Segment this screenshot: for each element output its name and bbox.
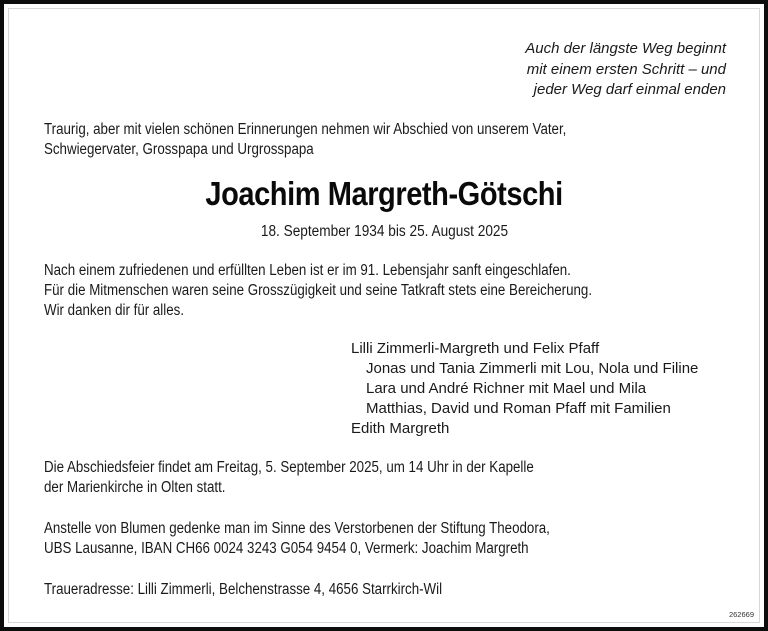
motto-line: mit einem ersten Schritt – und — [526, 60, 726, 78]
deceased-name-text: Joachim Margreth-Götschi — [205, 175, 563, 212]
motto-quote — [525, 39, 726, 101]
mourner-entry: Edith Margreth — [351, 420, 450, 437]
mourner-entry: Matthias, David und Roman Pfaff mit Familien — [366, 400, 671, 417]
intro-line: Traurig, aber mit vielen schönen Erinnerungen nehmen wir Abschied von unserem Vater, — [44, 121, 567, 138]
mourner-entry: Lilli Zimmerli-Margreth und Felix Pfaff — [351, 340, 600, 357]
mourner-entry: Jonas und Tania Zimmerli mit Lou, Nola und Filine — [366, 360, 699, 377]
mourners-list — [351, 339, 698, 439]
ceremony-line: Die Abschiedsfeier findet am Freitag, 5. September 2025, um 14 Uhr in der Kapelle — [44, 459, 534, 476]
tribute-line: Für die Mitmenschen waren seine Grosszügigkeit und seine Tatkraft stets eine Bereicherung. — [44, 282, 593, 299]
motto-line: Auch der längste Weg beginnt — [525, 40, 726, 57]
reference-number: 262669 — [728, 610, 754, 619]
mourner-entry: Lara und André Richner mit Mael und Mila — [366, 380, 647, 397]
mourning-address-text: Traueradresse: Lilli Zimmerli, Belchenstrasse 4, 4656 Starrkirch-Wil — [44, 581, 443, 598]
tribute-line: Nach einem zufriedenen und erfüllten Leben ist er im 91. Lebensjahr sanft eingeschlafen. — [44, 262, 571, 279]
life-dates — [4, 222, 764, 242]
donation-line: UBS Lausanne, IBAN CH66 0024 3243 G054 9454 0, Vermerk: Joachim Margreth — [44, 540, 529, 557]
intro-paragraph — [44, 120, 566, 160]
donation-paragraph — [44, 519, 550, 559]
ceremony-line: der Marienkirche in Olten statt. — [44, 479, 226, 496]
mourning-address — [44, 580, 442, 600]
donation-line: Anstelle von Blumen gedenke man im Sinne des Verstorbenen der Stiftung Theodora, — [44, 520, 550, 537]
life-dates-text: 18. September 1934 bis 25. August 2025 — [260, 223, 508, 240]
motto-line: jeder Weg darf einmal enden — [533, 81, 726, 98]
tribute-line: Wir danken dir für alles. — [44, 302, 185, 319]
tribute-paragraph — [44, 261, 592, 321]
intro-line: Schwiegervater, Grosspapa und Urgrosspapa — [44, 141, 314, 158]
deceased-name — [4, 174, 764, 214]
ceremony-paragraph — [44, 458, 534, 498]
